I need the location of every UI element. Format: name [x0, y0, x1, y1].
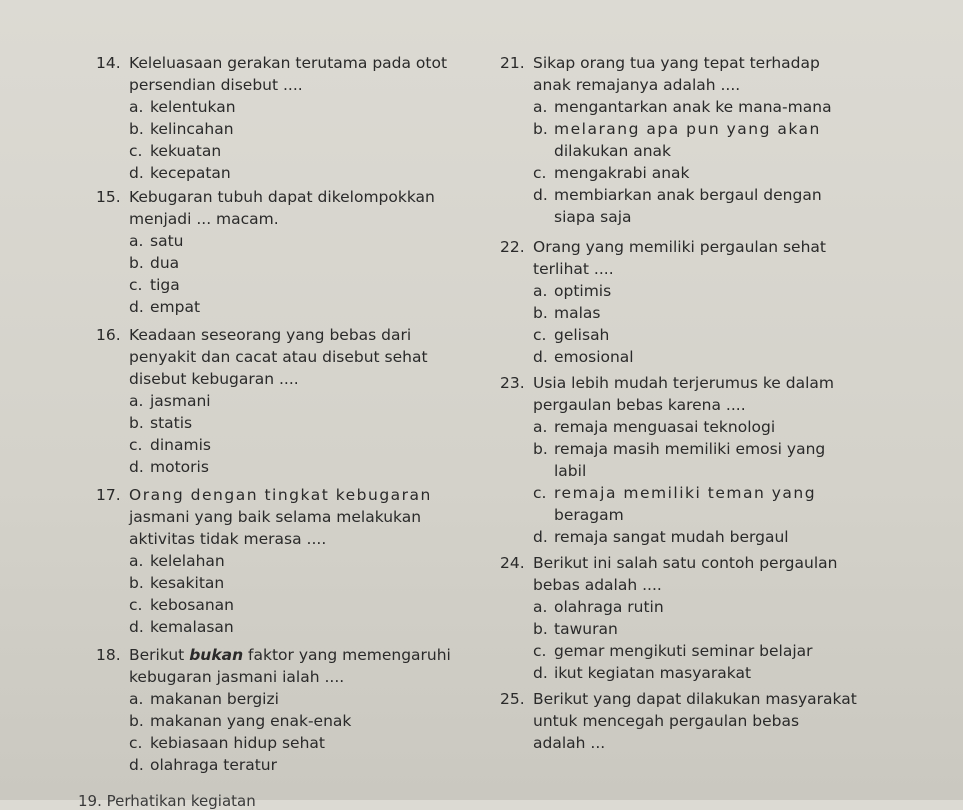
answer-option [533, 482, 920, 504]
question-16 [96, 324, 496, 478]
answer-option [129, 456, 496, 478]
question-text: terlihat .... [533, 260, 614, 278]
question-text-part: faktor yang memengaruhi [243, 646, 451, 664]
question-text: pergaulan bebas karena .... [533, 396, 746, 414]
option-letter: a. [129, 690, 144, 708]
answer-options [129, 390, 496, 478]
answer-options [533, 280, 920, 368]
right-column [500, 52, 920, 754]
option-text: optimis [554, 282, 612, 300]
option-letter: b. [533, 620, 548, 638]
answer-option [129, 252, 496, 274]
answer-option [533, 416, 920, 438]
answer-options [129, 96, 496, 184]
answer-option [533, 140, 920, 162]
option-text: kecepatan [150, 164, 231, 182]
question-number: 21. [500, 54, 525, 72]
answer-option [533, 526, 920, 548]
option-text: remaja memiliki teman yang [554, 484, 817, 502]
answer-option [129, 390, 496, 412]
question-18 [96, 644, 496, 776]
answer-option [129, 754, 496, 776]
option-letter: b. [129, 574, 144, 592]
option-letter: c. [129, 276, 143, 294]
option-letter: b. [129, 120, 144, 138]
question-22 [500, 236, 920, 368]
option-letter: c. [129, 734, 143, 752]
question-text: persendian disebut .... [129, 76, 303, 94]
answer-option [129, 688, 496, 710]
option-text: statis [150, 414, 193, 432]
option-letter: c. [129, 436, 143, 454]
question-text: anak remajanya adalah .... [533, 76, 741, 94]
left-column [96, 52, 496, 776]
option-letter: d. [129, 164, 144, 182]
emphasis-text: bukan [189, 646, 244, 664]
answer-option [129, 140, 496, 162]
option-text: labil [554, 462, 587, 480]
question-text: adalah ... [533, 734, 606, 752]
option-letter: a. [533, 282, 548, 300]
question-text: jasmani yang baik selama melakukan [129, 508, 422, 526]
option-letter: b. [533, 120, 548, 138]
answer-option [533, 162, 920, 184]
question-text: bebas adalah .... [533, 576, 662, 594]
answer-option [533, 460, 920, 482]
answer-option [533, 96, 920, 118]
option-letter: c. [129, 142, 143, 160]
answer-option [129, 572, 496, 594]
answer-option [533, 302, 920, 324]
question-text: Sikap orang tua yang tepat terhadap [533, 54, 820, 72]
option-letter: c. [533, 326, 547, 344]
answer-options [129, 688, 496, 776]
option-text: mengantarkan anak ke mana-mana [554, 98, 832, 116]
question-number: 23. [500, 374, 525, 392]
option-letter: b. [533, 440, 548, 458]
question-text: Usia lebih mudah terjerumus ke dalam [533, 374, 834, 392]
option-letter: b. [129, 712, 144, 730]
option-text: makanan bergizi [150, 690, 279, 708]
option-letter: c. [129, 596, 143, 614]
option-text: gelisah [554, 326, 610, 344]
option-text: kelentukan [150, 98, 236, 116]
question-text: Orang dengan tingkat kebugaran [129, 486, 432, 504]
answer-option [129, 96, 496, 118]
question-23 [500, 372, 920, 548]
option-text: membiarkan anak bergaul dengan [554, 186, 822, 204]
answer-option [533, 662, 920, 684]
answer-option [129, 162, 496, 184]
option-text: kesakitan [150, 574, 225, 592]
answer-option [533, 280, 920, 302]
question-number: 18. [96, 646, 121, 664]
option-text: dua [150, 254, 180, 272]
answer-option [533, 184, 920, 206]
question-text: penyakit dan cacat atau disebut sehat [129, 348, 428, 366]
option-letter: b. [129, 414, 144, 432]
option-text: empat [150, 298, 201, 316]
question-25 [500, 688, 920, 754]
option-text: motoris [150, 458, 209, 476]
option-letter: d. [533, 186, 548, 204]
answer-option [129, 710, 496, 732]
option-letter: d. [129, 756, 144, 774]
option-letter: b. [129, 254, 144, 272]
answer-option [129, 434, 496, 456]
answer-option [533, 324, 920, 346]
question-text: Kebugaran tubuh dapat dikelompokkan [129, 188, 435, 206]
option-text: jasmani [150, 392, 211, 410]
question-text: Keleluasaan gerakan terutama pada otot [129, 54, 448, 72]
question-text: Keadaan seseorang yang bebas dari [129, 326, 412, 344]
answer-option [533, 504, 920, 526]
option-text: olahraga rutin [554, 598, 664, 616]
option-text: emosional [554, 348, 634, 366]
option-letter [533, 140, 554, 162]
answer-option [129, 274, 496, 296]
option-text: tiga [150, 276, 180, 294]
option-text: remaja menguasai teknologi [554, 418, 776, 436]
option-text: kemalasan [150, 618, 234, 636]
question-text: Berikut yang dapat dilakukan masyarakat [533, 690, 857, 708]
answer-option [129, 230, 496, 252]
answer-options [533, 596, 920, 684]
answer-option [533, 346, 920, 368]
answer-options [129, 550, 496, 638]
answer-option [533, 640, 920, 662]
option-text: kelincahan [150, 120, 234, 138]
option-text: remaja sangat mudah bergaul [554, 528, 789, 546]
question-text-part: Berikut [129, 646, 190, 664]
option-letter: c. [533, 642, 547, 660]
answer-option [533, 206, 920, 228]
option-letter: d. [533, 348, 548, 366]
option-letter: a. [129, 98, 144, 116]
option-text: makanan yang enak-enak [150, 712, 352, 730]
option-text: melarang apa pun yang akan [554, 120, 821, 138]
option-letter: a. [129, 552, 144, 570]
option-text: beragam [554, 506, 624, 524]
answer-option [533, 618, 920, 640]
option-text: siapa saja [554, 208, 632, 226]
question-15 [96, 186, 496, 318]
question-number: 16. [96, 326, 121, 344]
option-text: kebiasaan hidup sehat [150, 734, 325, 752]
option-letter: d. [533, 664, 548, 682]
option-text: ikut kegiatan masyarakat [554, 664, 752, 682]
question-text: aktivitas tidak merasa .... [129, 530, 327, 548]
option-letter: d. [129, 458, 144, 476]
option-letter: a. [533, 98, 548, 116]
answer-option [129, 118, 496, 140]
question-text: kebugaran jasmani ialah .... [129, 668, 345, 686]
option-letter [533, 504, 554, 526]
question-number: 25. [500, 690, 525, 708]
question-text: disebut kebugaran .... [129, 370, 299, 388]
question-24 [500, 552, 920, 684]
answer-option [533, 596, 920, 618]
option-text: olahraga teratur [150, 756, 278, 774]
answer-option [533, 438, 920, 460]
question-14 [96, 52, 496, 184]
option-text: dilakukan anak [554, 142, 672, 160]
answer-options [129, 230, 496, 318]
option-letter: a. [129, 232, 144, 250]
answer-option [533, 118, 920, 140]
question-17 [96, 484, 496, 638]
option-text: gemar mengikuti seminar belajar [554, 642, 813, 660]
option-letter: d. [129, 618, 144, 636]
answer-option [129, 732, 496, 754]
option-text: malas [554, 304, 601, 322]
answer-option [129, 616, 496, 638]
question-number: 14. [96, 54, 121, 72]
answer-option [129, 594, 496, 616]
answer-option [129, 412, 496, 434]
question-number: 15. [96, 188, 121, 206]
option-letter: c. [533, 484, 547, 502]
option-text: kekuatan [150, 142, 222, 160]
option-letter: d. [533, 528, 548, 546]
option-text: kelelahan [150, 552, 225, 570]
option-text: tawuran [554, 620, 618, 638]
option-letter: a. [129, 392, 144, 410]
question-21 [500, 52, 920, 228]
option-letter: d. [129, 298, 144, 316]
question-text: menjadi ... macam. [129, 210, 279, 228]
question-text: Berikut ini salah satu contoh pergaulan [533, 554, 838, 572]
option-text: remaja masih memiliki emosi yang [554, 440, 826, 458]
answer-option [129, 296, 496, 318]
question-text: untuk mencegah pergaulan bebas [533, 712, 800, 730]
question-number: 17. [96, 486, 121, 504]
option-letter [533, 460, 554, 482]
question-number: 22. [500, 238, 525, 256]
answer-options [533, 416, 920, 548]
cut-off-next-question: 19. Perhatikan kegiatan [78, 792, 256, 810]
answer-options [533, 96, 920, 228]
option-text: dinamis [150, 436, 211, 454]
option-letter [533, 206, 554, 228]
question-text: Orang yang memiliki pergaulan sehat [533, 238, 826, 256]
option-letter: c. [533, 164, 547, 182]
answer-option [129, 550, 496, 572]
option-letter: a. [533, 418, 548, 436]
option-text: mengakrabi anak [554, 164, 690, 182]
option-letter: b. [533, 304, 548, 322]
question-text [129, 644, 496, 666]
option-text: kebosanan [150, 596, 235, 614]
option-text: satu [150, 232, 184, 250]
option-letter: a. [533, 598, 548, 616]
question-number: 24. [500, 554, 525, 572]
